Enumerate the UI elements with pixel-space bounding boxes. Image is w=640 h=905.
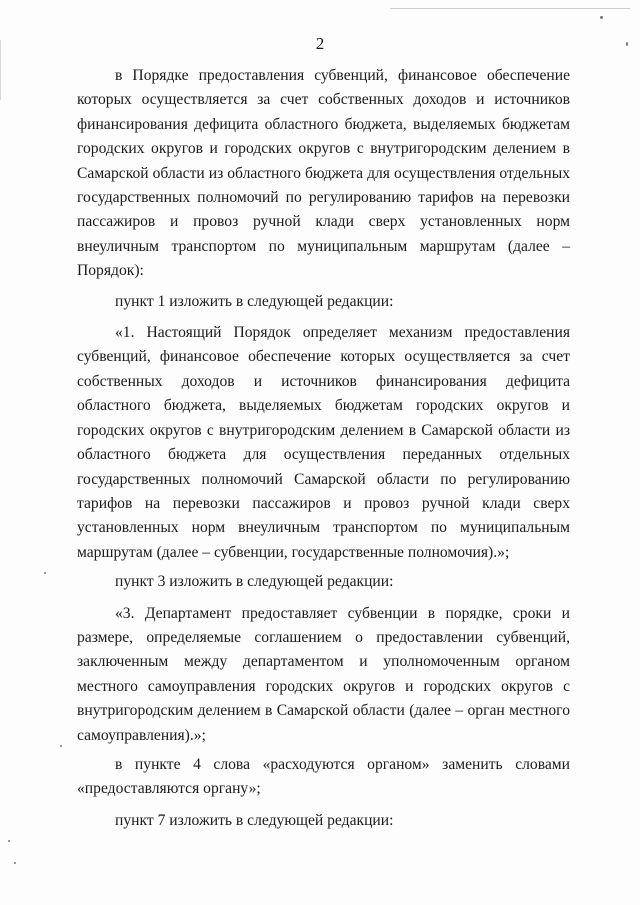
scan-speck <box>8 840 10 842</box>
paragraph-intro: в Порядке предоставления субвенций, финансовое обеспечение которых осуществляется за счет собственных доходов и источников финансирования дефицита областного бюджета, выделяемых бюджетам городских округов и городских округов с внутригородским делением в Самарской области из областного бюджета для осуществления отдельных государственных полномочий по регулированию тарифов на перевозки пассажиров и провоз ручной клади сверх установленных норм внеуличным транспортом по муниципальным маршрутам (далее – Порядок): <box>77 67 570 280</box>
scan-speck <box>600 16 603 19</box>
paragraph-point-7-instruction: пункт 7 изложить в следующей редакции: <box>115 811 394 829</box>
scan-speck <box>60 745 62 747</box>
paragraph-point-3-instruction: пункт 3 изложить в следующей редакции: <box>115 573 394 591</box>
page-number: 2 <box>315 34 325 53</box>
paragraph-point-1-instruction: пункт 1 изложить в следующей редакции: <box>115 292 394 310</box>
scan-speck <box>44 572 46 574</box>
scan-speck <box>626 42 628 46</box>
paragraph-point-1-text: «1. Настоящий Порядок определяет механизм предоставления субвенций, финансовое обеспечение которых осуществляется за счет собственных доходов и источников финансирования дефицита областного бюджета, выделяемых бюджетам городских округов и городских округов с внутригородским делением в Самарской области из областного бюджета для осуществления переданных отдельных государственных полномочий Самарской области по регулированию тарифов на перевозки пассажиров и провоз ручной клади сверх установленных норм внеуличным транспортом по муниципальным маршрутам (далее – субвенции, государственные полномочия).»; <box>77 324 570 561</box>
paragraph-point-4-amendment: в пункте 4 слова «расходуются органом» заменить словами «предоставляются органу»; <box>77 755 570 798</box>
scan-speck <box>14 862 16 864</box>
scan-artifact-line <box>390 8 630 9</box>
paragraph-point-3-text: «3. Департамент предоставляет субвенции в порядке, сроки и размере, определяемые соглашением о предоставлении субвенций, заключенным между департаментом и уполномоченным органом местного самоуправления городских округов и городских округов с внутригородским делением в Самарской области (далее – орган местного самоуправления).»; <box>77 604 570 744</box>
document-body <box>77 64 570 840</box>
